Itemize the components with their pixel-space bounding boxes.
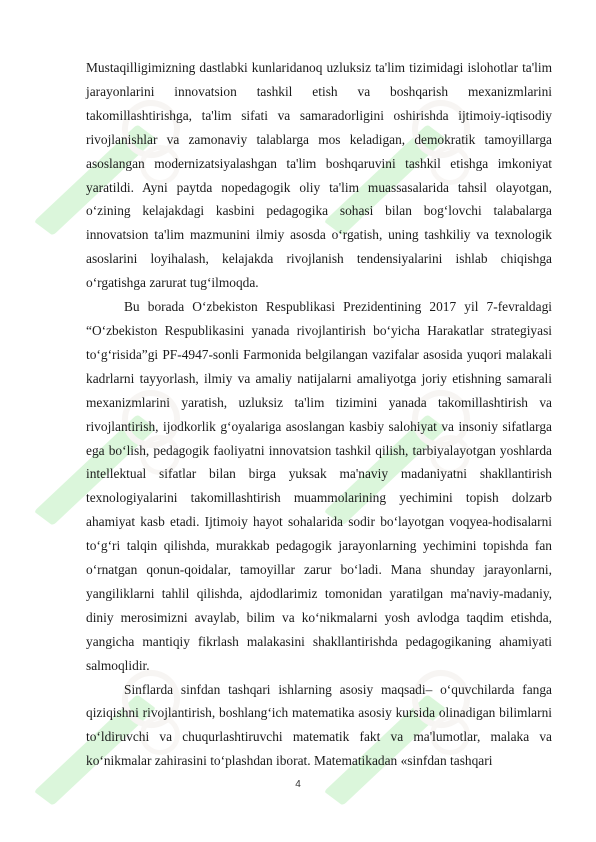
paragraph-2: Bu borada O‘zbekiston Respublikasi Prezidentining 2017 yil 7-fevraldagi “O‘zbekiston Respublikasini yanada rivojlantirish bo‘yicha Harakatlar strategiyasi to‘g‘risida”gi PF-4947-sonli Farmonida belgilangan vazifalar asosida yuqori malakali kadrlarni tayyorlash, ilmiy va amaliy natijalarni amaliyotga joriy etishning samarali mexanizmlarini yaratish, uzluksiz ta'lim tizimini yanada takomillashtirish va rivojlantirish, ijodkorlik g‘oyalariga asoslangan kasbiy salohiyat va insoniy sifatlarga ega bo‘lish, pedagogik faoliyatni innovatsion tashkil qilish, tarbiyalayotgan yoshlarda intellektual sifatlar bilan birga yuksak ma'naviy madaniyatni shakllantirish texnologiyalarini takomillashtirish muammolarining yechimini topish dolzarb ahamiyat kasb etadi. Ijtimoiy hayot sohalarida sodir bo‘layotgan voqyea-hodisalarni to‘g‘ri talqin qilishda, murakkab pedagogik jarayonlarning yechimini topishda fan o‘rnatgan qonun-qoidalar, tamoyillar zarur bo‘ladi. Mana shunday jarayonlarni, yangiliklarni tahlil qilishda, ajdodlarimiz tomonidan yaratilgan ma'naviy-madaniy, diniy merosimizni avaylab, bilim va ko‘nikmalarni yosh avlodga taqdim etishda, yangicha mantiqiy fikrlash malakasini shakllantirishda pedagogikaning ahamiyati salmoqlidir. [86,299,552,673]
paragraph-1: Mustaqilligimizning dastlabki kunlaridanoq uzluksiz ta'lim tizimidagi islohotlar ta'lim jarayonlarini innovatsion tashkil etish va boshqarish mexanizmlarini takomillashtirishga, ta'lim sifati va samaradorligini oshirishda ijtimoiy-iqtisodiy rivojlanishlar va zamonaviy talablarga mos keladigan, demokratik tamoyillarga asoslangan modernizatsiyalashgan ta'lim boshqaruvini tashkil etishga imkoniyat yaratildi. Ayni paytda nopedagogik oliy ta'lim muassasalarida tahsil olayotgan, o‘zining kelajakdagi kasbini pedagogika sohasi bilan bog‘lovchi talabalarga innovatsion ta'lim mazmunini ilmiy asosda o‘rgatish, uning tashkiliy va texnologik asoslarini loyihalash, kelajakda rivojlanish tendensiyalarini ishlab chiqishga o‘rgatishga zarurat tug‘ilmoqda. [86,60,552,291]
document-body [86,56,552,773]
paragraph-3: Sinflarda sinfdan tashqari ishlarning asosiy maqsadi– o‘quvchilarda fanga qiziqishni rivojlantirish, boshlang‘ich matematika asosiy kursida olinadigan bilimlarni to‘ldiruvchi va chuqurlashtiruvchi matematik fakt va ma'lumotlar, malaka va ko‘nikmalar zahirasini to‘plashdan iborat. Matematikadan «sinfdan tashqari [86,681,552,769]
page-number: 4 [295,779,301,790]
